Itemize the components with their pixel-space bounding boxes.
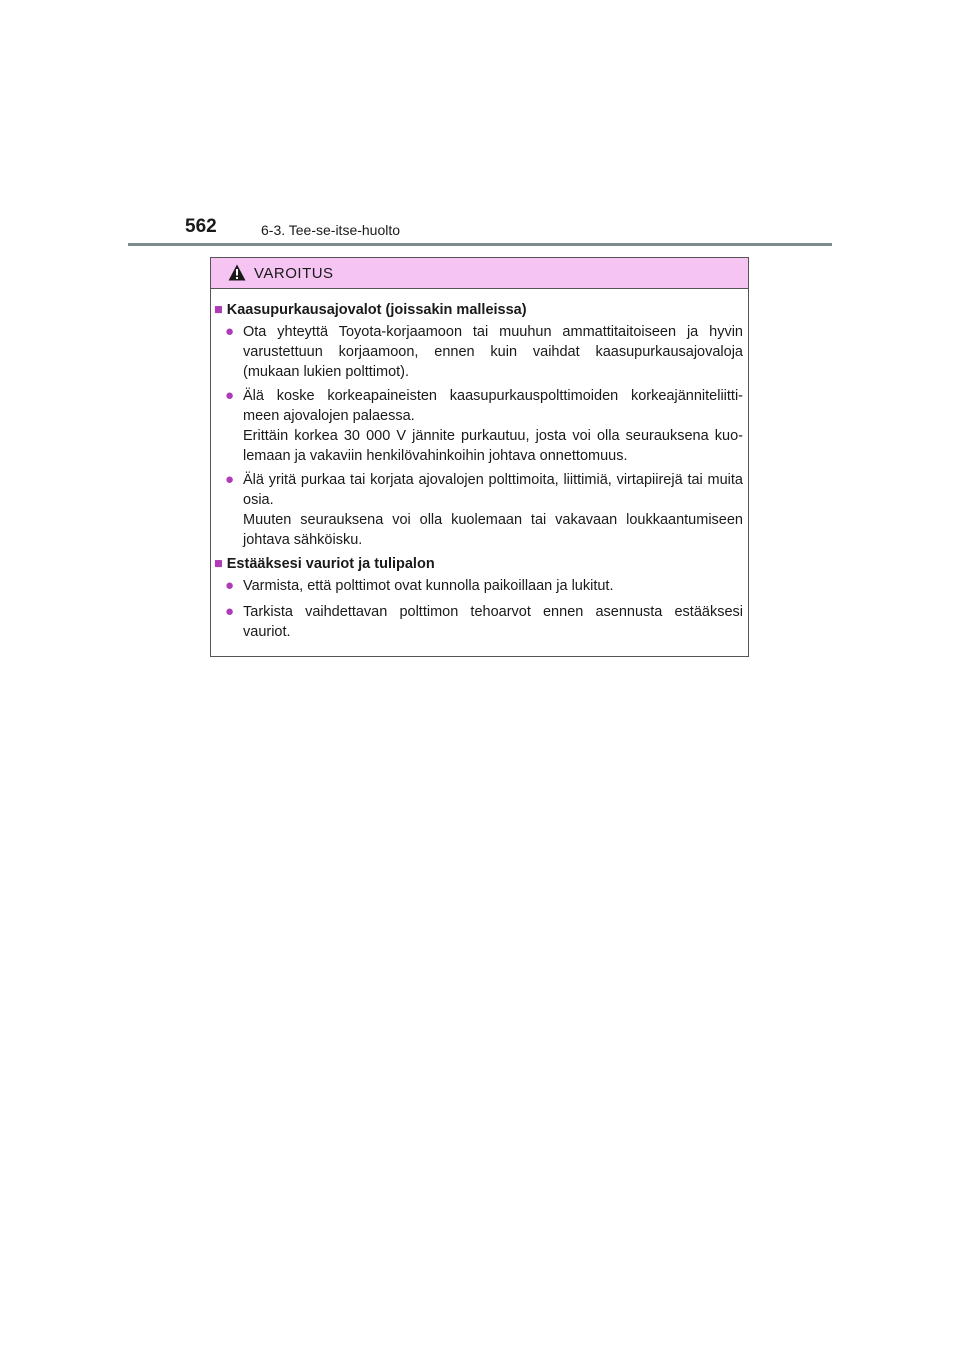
list-item: ● Varmista, että polttimot ovat kunnolla paikoillaan ja lukitut. xyxy=(225,577,614,594)
square-bullet-icon: ■ xyxy=(214,556,223,572)
warning-label: VAROITUS xyxy=(254,265,334,282)
header-rule xyxy=(128,243,832,246)
round-bullet-icon: ● xyxy=(225,323,235,340)
round-bullet-icon: ● xyxy=(225,471,235,488)
round-bullet-icon: ● xyxy=(225,603,235,620)
round-bullet-icon: ● xyxy=(225,387,235,404)
warning-triangle-icon xyxy=(228,264,246,281)
square-bullet-icon: ■ xyxy=(214,302,223,318)
round-bullet-icon: ● xyxy=(225,577,235,594)
warning-header xyxy=(211,258,748,289)
list-item: ● Älä yritä purkaa tai korjata ajovalojen polttimoita, liittimiä, virtapiirejä tai muita osia. Muuten seurauksena voi olla kuolemaan tai vakavaan loukkaantumiseen johtava sähköisku. xyxy=(225,471,743,548)
warning-box xyxy=(210,257,749,657)
list-item: ● Ota yhteyttä Toyota-korjaamoon tai muuhun ammattitaitoiseen ja hyvin varustettuun korjaamoon, ennen kuin vaihdat kaasupurkausajovaloja (mukaan lukien polttimot). xyxy=(225,323,743,380)
page-number: 562 xyxy=(185,216,217,237)
list-item: ● Älä koske korkeapaineisten kaasupurkauspolttimoiden korkeajänniteliitti-meen ajovalojen palaessa. Erittäin korkea 30 000 V jännite purkautuu, josta voi olla seurauksena kuo-lemaan ja vakaviin henkilövahinkoihin johtava onnettomuus. xyxy=(225,387,743,464)
list-item: ● Tarkista vaihdettavan polttimon tehoarvot ennen asennusta estääksesi vauriot. xyxy=(225,603,743,640)
section-heading: ■ Kaasupurkausajovalot (joissakin malleissa) xyxy=(214,302,527,318)
section-heading: ■ Estääksesi vauriot ja tulipalon xyxy=(214,556,435,572)
section-title: 6-3. Tee-se-itse-huolto xyxy=(261,222,401,238)
